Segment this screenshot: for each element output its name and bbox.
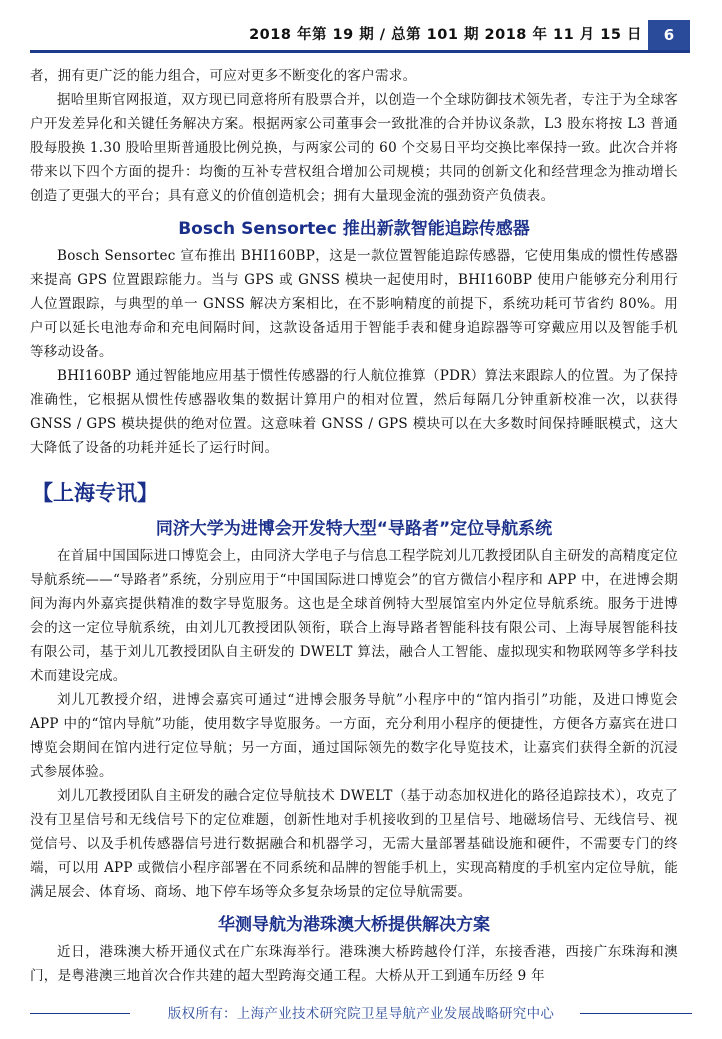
paragraph: Bosch Sensortec 宣布推出 BHI160BP，这是一款位置智能追踪传感器，它使用集成的惯性传感器来提高 GPS 位置跟踪能力。当与 GPS 或 GNSS 模块一起使用时，BHI160BP 使用户能够充分利用行人位置跟踪，与典型的单一 GNSS 解决方案相比，在不影响精度的前提下，系统功耗可节省约 80%。用户可以延长电池寿命和充电间隔时间，这款设备适用于智能手表和健身追踪器等可穿戴应用以及智能手机等移动设备。 (30, 248, 678, 360)
paragraph: 在首届中国国际进口博览会上，由同济大学电子与信息工程学院刘儿兀教授团队自主研发的高精度定位导航系统——“导路者”系统，分别应用于“中国国际进口博览会”的官方微信小程序和 APP 中，在进博会期间为海内外嘉宾提供精准的数字导览服务。这也是全球首例特大型展馆室内外定位导航系统。服务于进博会的这一定位导航系统，由刘儿兀教授团队领衔，联合上海导路者智能科技有限公司、上海导展智能科技有限公司，基于刘儿兀教授团队自主研发的 DWELT 算法，融合人工智能、虚拟现实和物联网等多学科技术而建设完成。 (30, 548, 678, 684)
paragraph: BHI160BP 通过智能地应用基于惯性传感器的行人航位推算（PDR）算法来跟踪人的位置。为了保持准确性，它根据从惯性传感器收集的数据计算用户的相对位置，然后每隔几分钟重新校准一次，以获得 GNSS / GPS 模块提供的绝对位置。这意味着 GNSS / GPS 模块可以在大多数时间保持睡眠模式，这大大降低了设备的功耗并延长了运行时间。 (30, 368, 678, 456)
paragraph: 据哈里斯官网报道，双方现已同意将所有股票合并，以创造一个全球防御技术领先者，专注于为全球客户开发差异化和关键任务解决方案。根据两家公司董事会一致批准的合并协议条款，L3 股东将按 L3 普通股每股换 1.30 股哈里斯普通股比例兑换，与两家公司的 60 个交易日平均交换比率保持一致。此次合并将带来以下四个方面的提升：均衡的互补专营权组合增加公司规模；共同的创新文化和经营理念为推动增长创造了更强大的平台；具有意义的价值创造机会；拥有大量现金流的强劲资产负债表。 (30, 92, 678, 204)
copyright-text: 版权所有：上海产业技术研究院卫星导航产业发展战略研究中心 (167, 1006, 555, 1022)
article-title: Bosch Sensortec 推出新款智能追踪传感器 (178, 219, 530, 239)
paragraph: 者，拥有更广泛的能力组合，可应对更多不断变化的客户需求。 (30, 68, 417, 84)
paragraph: 近日，港珠澳大桥开通仪式在广东珠海举行。港珠澳大桥跨越伶仃洋，东接香港，西接广东珠海和澳门，是粤港澳三地首次合作共建的超大型跨海交通工程。大桥从开工到通车历经 9 年 (30, 944, 678, 984)
page-header (30, 20, 690, 53)
paragraph: 刘儿兀教授团队自主研发的融合定位导航技术 DWELT（基于动态加权进化的路径追踪技术），攻克了没有卫星信号和无线信号下的定位难题，创新性地对手机接收到的卫星信号、地磁场信号、无线信号、视觉信号、以及手机传感器信号进行数据融合和机器学习，无需大量部署基础设施和硬件，不需要专门的终端，可以用 APP 或微信小程序部署在不同系统和品牌的智能手机上，实现高精度的手机室内定位导航，能满足展会、体育场、商场、地下停车场等众多复杂场景的定位导航需要。 (30, 788, 678, 900)
article-title: 华测导航为港珠澳大桥提供解决方案 (218, 915, 490, 935)
article-title: 同济大学为进博会开发特大型“导路者”定位导航系统 (155, 519, 553, 539)
page-number-badge: 6 (648, 20, 690, 50)
section-heading: 【上海专讯】 (32, 481, 158, 505)
page-body (30, 64, 678, 988)
footer-divider (580, 1013, 692, 1014)
issue-info: 2018 年第 19 期 / 总第 101 期 2018 年 11 月 15 日 (249, 27, 642, 43)
paragraph: 刘儿兀教授介绍，进博会嘉宾可通过“进博会服务导航”小程序中的“馆内指引”功能，及进口博览会 APP 中的“馆内导航”功能，使用数字导览服务。一方面，充分利用小程序的便捷性，方便各方嘉宾在进口博览会期间在馆内进行定位导航；另一方面，通过国际领先的数字化导览技术，让嘉宾们获得全新的沉浸式参展体验。 (30, 692, 678, 780)
page-footer (0, 1000, 722, 1026)
